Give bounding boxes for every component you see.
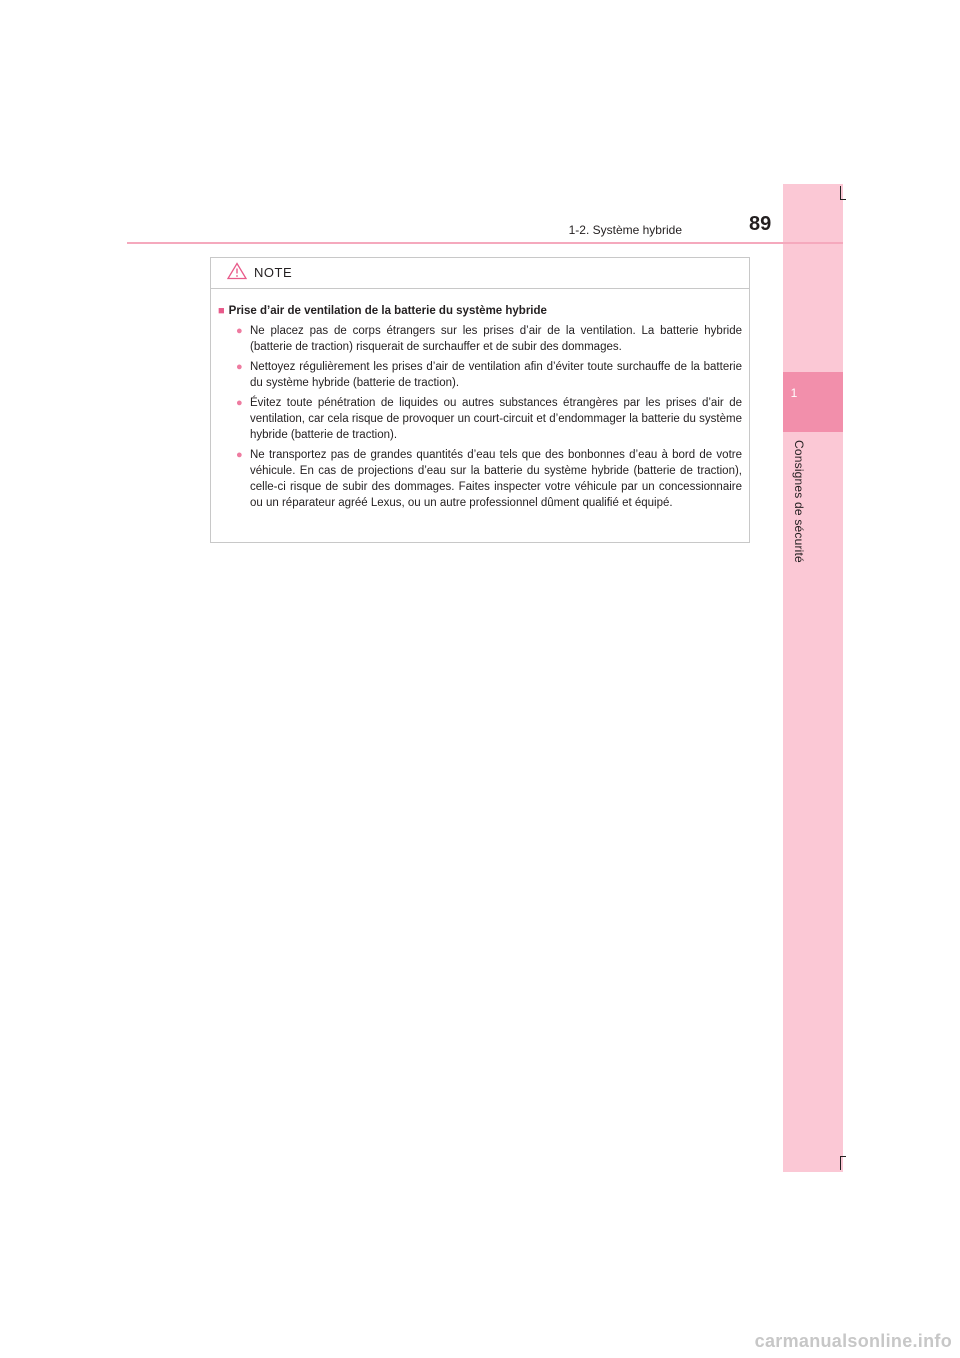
list-item [236,395,742,443]
crop-mark-bottom-tick [840,1156,846,1157]
square-bullet-icon: ■ [218,305,225,317]
chapter-number: 1 [790,386,798,400]
list-item-text: Ne transportez pas de grandes quantités d’eau tels que des bonbonnes d’eau à bord de votre véhicule. En cas de projections d’eau sur la batterie du système hybride (batterie de traction), celle-ci risque de subir des dommages. Faites inspecter votre véhicule par un concessionnaire ou un réparateur agréé Lexus, ou un autre professionnel dûment qualifié et équipé. [250,449,742,509]
chapter-tab [783,372,843,432]
header-rule [127,242,843,244]
list-item [236,323,742,355]
warning-icon [227,262,247,280]
crop-mark-top-tick [840,199,846,200]
section-title: 1-2. Système hybride [568,223,682,237]
side-strip [783,184,843,1172]
note-header [211,258,749,289]
list-item-text: Ne placez pas de corps étrangers sur les prises d’air de la ventilation. La batterie hybride (batterie de traction) risquerait de surchauffer et de subir des dommages. [250,325,742,353]
bullet-dot-icon: ● [236,397,243,409]
chapter-title: Consignes de sécurité [792,440,806,563]
note-heading [218,303,742,319]
note-label: NOTE [254,265,293,280]
list-item [236,447,742,511]
page-number: 89 [749,213,772,235]
watermark: carmanualsonline.info [754,1331,952,1351]
note-box [210,257,750,543]
note-body [211,289,749,511]
list-item-text: Évitez toute pénétration de liquides ou autres substances étrangères par les prises d’air de ventilation, car cela risque de provoquer un court-circuit et d’endommager la batterie du système hybride (batterie de traction). [250,397,742,441]
list-item-text: Nettoyez régulièrement les prises d’air de ventilation afin d’éviter toute surchauffe de la batterie du système hybride (batterie de traction). [250,361,742,389]
bullet-dot-icon: ● [236,361,243,373]
crop-mark-bottom [840,1156,841,1170]
crop-mark-top [840,186,841,200]
list-item [236,359,742,391]
bullet-dot-icon: ● [236,325,243,337]
bullet-dot-icon: ● [236,449,243,461]
note-heading-text: Prise d’air de ventilation de la batterie du système hybride [228,305,547,317]
